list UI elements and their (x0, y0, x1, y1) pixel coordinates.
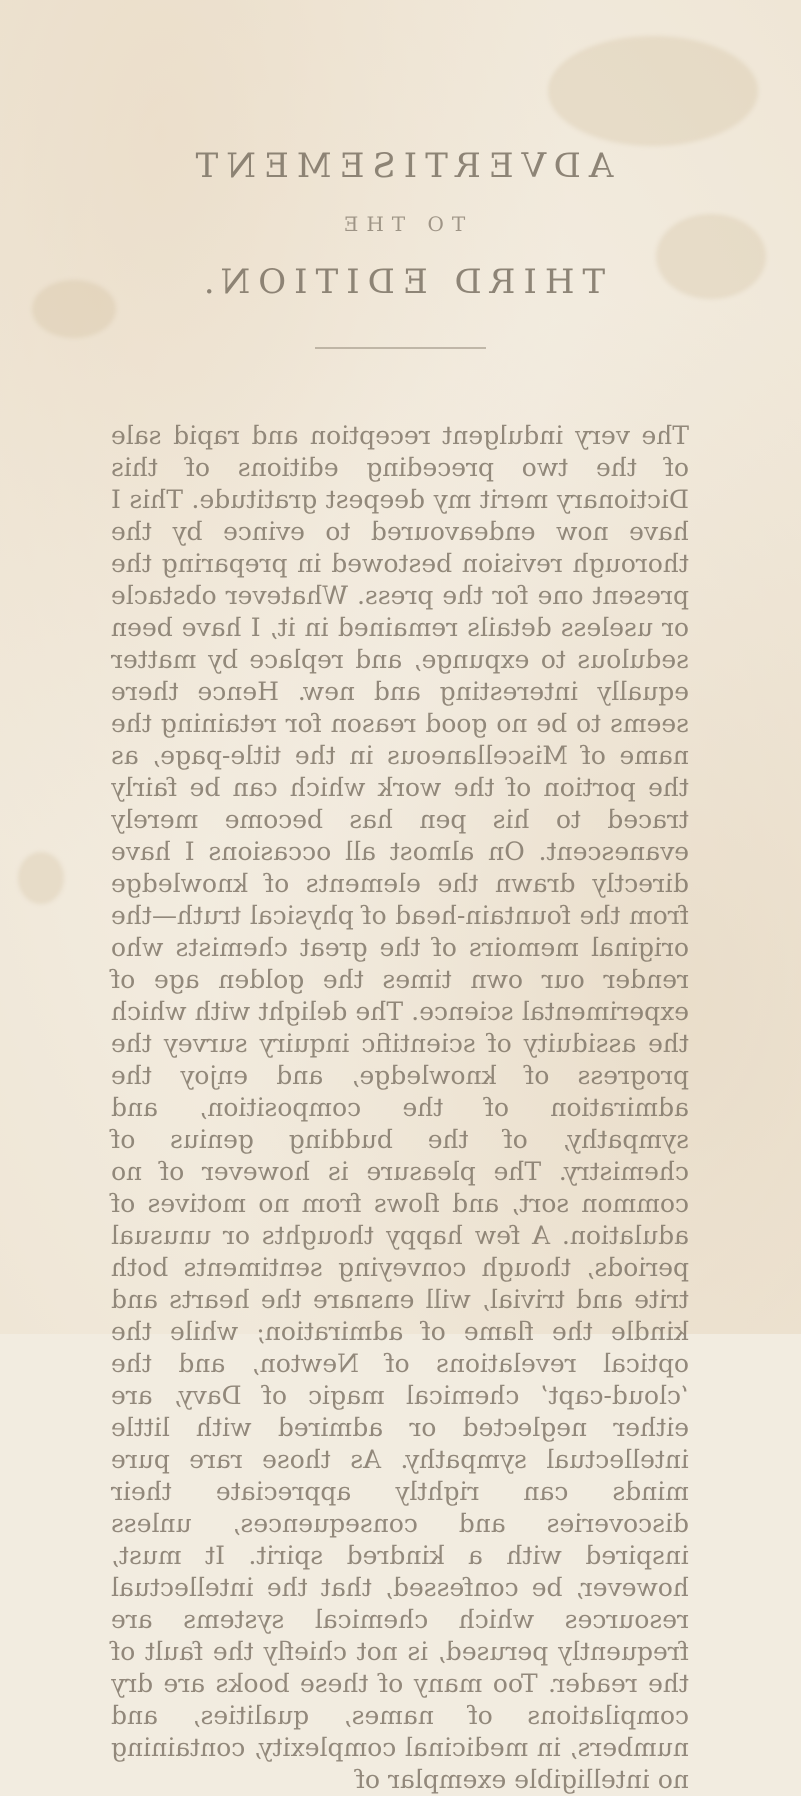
heading-advertisement: ADVERTISEMENT (187, 146, 614, 186)
heading-third-edition: THIRD EDITION. (195, 262, 606, 302)
body-paragraph: The very indulgent reception and rapid sale of the two preceding editions of this Dictionary merit my deepest gratitude. This I have now endeavoured to evince by the thorough revision bestowed in preparing the present one for the press. Whatever obstacle or useless details remained in it, I have been sedulous to expunge, and replace by matter equally interesting and new. Hence there seems to be no good reason for retaining the name of Miscellaneous in the title-page, as the portion of the work which can be fairly traced to his pen has become merely evanescent. On almost all occasions I have directly drawn the elements of knowledge from the fountain-head of physical truth—the original memoirs of the great chemists who render our own times the golden age of experimental science. The delight with which the assiduity of scientific inquiry survey the progress of knowledge, and enjoy the admiration of the composition, and sympathy, of the budding genius of chemistry. The pleasure is however of no common sort, and flows from no motives of adulation. A few happy thoughts or unusual periods, though conveying sentiments both trite and trivial, will ensnare the hearts and kindle the flame of admiration; while the optical revelations of Newton, and the ‘cloud-capt’ chemical magic of Davy, are either neglected or admired with little intellectual sympathy. As those rare pure minds can rightly appreciate their discoveries and consequences, unless inspired with a kindred spirit. It must, however, be confessed, that the intellectual resources which chemical systems are frequently perused, is not chiefly the fault of the reader. Too many of these books are dry compilations of names, qualities, and numbers, in medicinal complexity, containing no intelligible exemplar of (111, 421, 689, 1794)
heading-to-the: TO THE (335, 212, 466, 236)
title-rule (315, 347, 486, 349)
